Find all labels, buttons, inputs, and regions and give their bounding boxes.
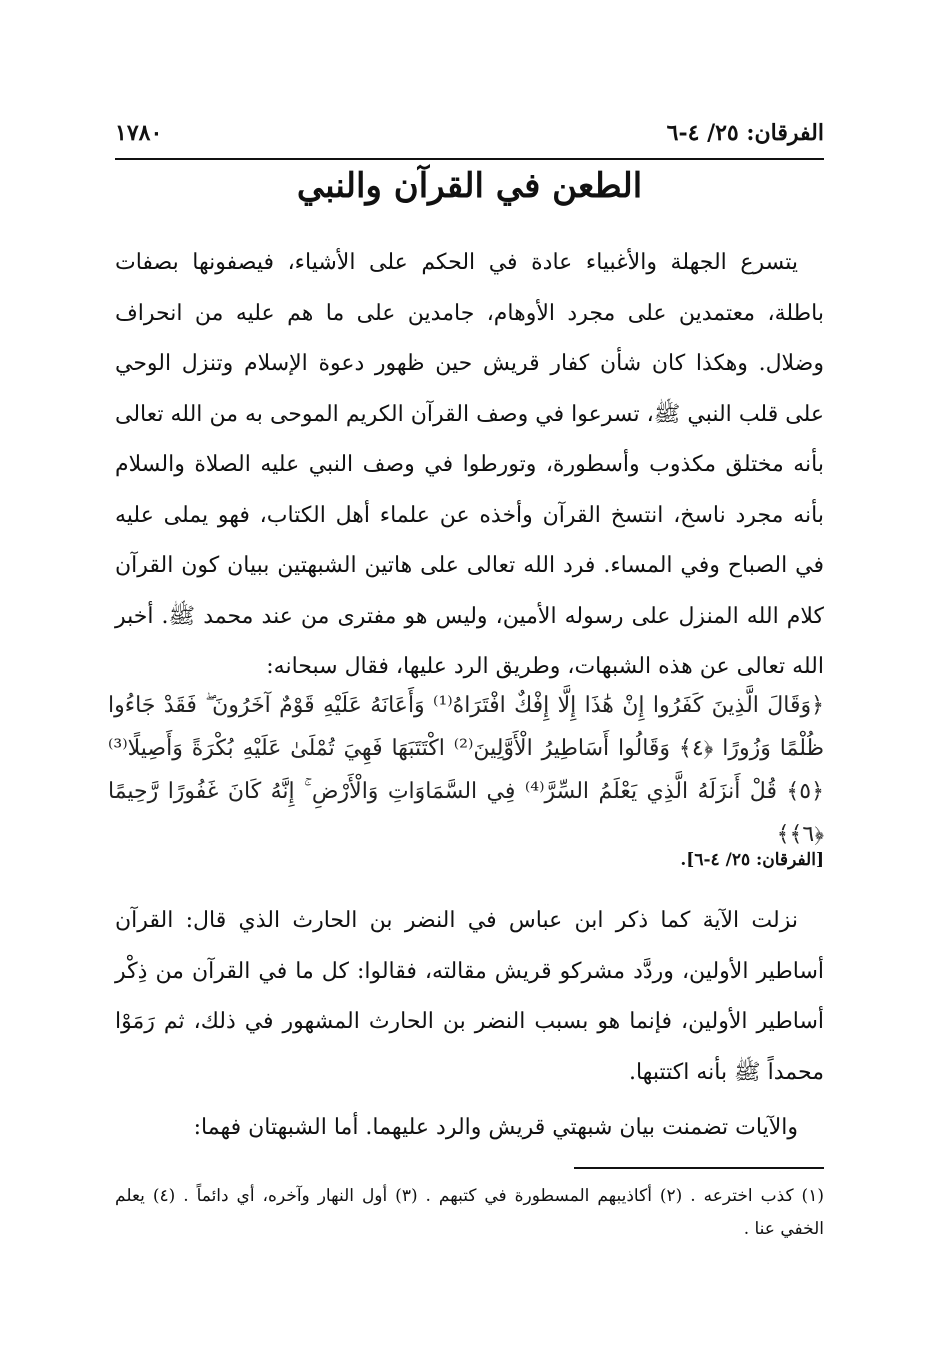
summary-paragraph: والآيات تضمنت بيان شبهتي قريش والرد عليهما. أما الشبهتان فهما:	[193, 1115, 798, 1140]
intro-paragraph-block	[115, 238, 824, 693]
surah-reference: الفرقان: ٢٥/ ٤-٦	[666, 120, 824, 146]
page-number: ١٧٨٠	[115, 120, 163, 146]
header-divider	[115, 158, 824, 160]
footnotes-block	[115, 1180, 824, 1246]
quran-verse: ﴿وَقَالَ الَّذِينَ كَفَرُوا إِنْ هَٰذَا إِلَّا إِفْكٌ افْتَرَاهُ⁽¹⁾ وَأَعَانَهُ عَلَيْهِ قَوْمٌ آخَرُونَ ۖ فَقَدْ جَاءُوا ظُلْمًا وَزُورًا ﴿٤﴾ وَقَالُوا أَسَاطِيرُ الْأَوَّلِينَ⁽²⁾ اكْتَتَبَهَا فَهِيَ تُمْلَىٰ عَلَيْهِ بُكْرَةً وَأَصِيلًا⁽³⁾ ﴿٥﴾ قُلْ أَنزَلَهُ الَّذِي يَعْلَمُ السِّرَّ⁽⁴⁾ فِي السَّمَاوَاتِ وَالْأَرْضِ ۚ إِنَّهُ كَانَ غَفُورًا رَّحِيمًا ﴿٦﴾﴾	[108, 693, 824, 847]
section-title: الطعن في القرآن والنبي	[296, 166, 643, 206]
footnotes-text: (١) كذب اخترعه . (٢) أكاذيبهم المسطورة في كتبهم . (٣) أول النهار وآخره، أي دائماً . (٤) يعلم الخفي عنا .	[115, 1186, 824, 1239]
intro-paragraph: يتسرع الجهلة والأغبياء عادة في الحكم على الأشياء، فيصفونها بصفات باطلة، معتمدين على مجرد الأوهام، جامدين على ما هم عليه من انحراف وضلال. وهكذا كان شأن كفار قريش حين ظهور دعوة الإسلام وتنزل الوحي على قلب النبي ﷺ، تسرعوا في وصف القرآن الكريم الموحى به من الله تعالى بأنه مختلق مكذوب وأسطورة، وتورطوا في وصف النبي عليه الصلاة والسلام بأنه مجرد ناسخ، انتسخ القرآن وأخذه عن علماء أهل الكتاب، فهو يملى عليه في الصباح وفي المساء. فرد الله تعالى على هاتين الشبهتين ببيان كون القرآن كلام الله المنزل على رسوله الأمين، وليس هو مفترى من عند محمد ﷺ. أخبر الله تعالى عن هذه الشبهات، وطريق الرد عليها، فقال سبحانه:	[115, 250, 825, 679]
verse-reference: [الفرقان: ٢٥/ ٤-٦].	[680, 850, 824, 870]
commentary-block	[115, 896, 824, 1098]
commentary-paragraph: نزلت الآية كما ذكر ابن عباس في النضر بن الحارث الذي قال: القرآن أساطير الأولين، وردَّد مشركو قريش مقالته، فقالوا: كل ما في القرآن من ذِكْر أساطير الأولين، فإنما هو بسبب النضر بن الحارث المشهور في ذلك، ثم رَمَوْا محمداً ﷺ بأنه اكتتبها.	[115, 908, 824, 1085]
footnote-divider	[574, 1167, 824, 1169]
running-header	[115, 116, 824, 156]
quran-verse-block	[108, 684, 824, 856]
summary-block	[115, 1108, 824, 1148]
